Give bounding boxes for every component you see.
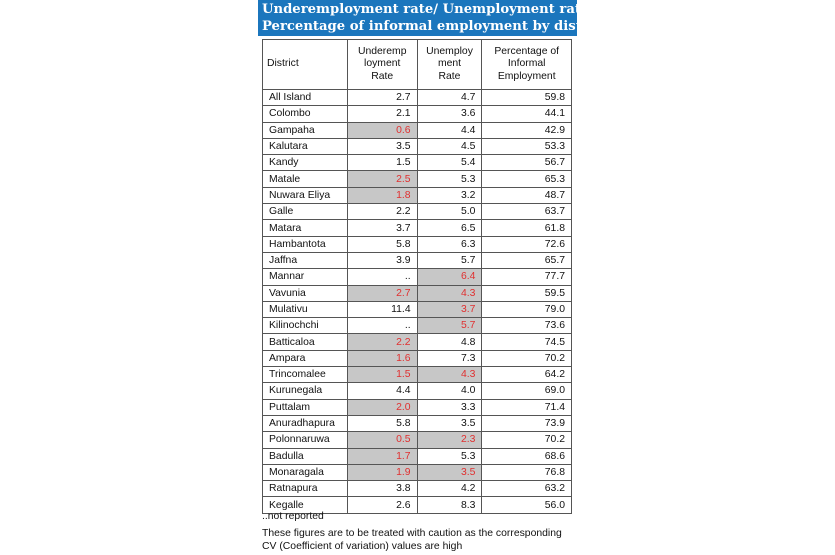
header-row xyxy=(263,40,572,90)
district-cell: Kegalle xyxy=(263,497,348,513)
unemployment-cell: 3.5 xyxy=(417,415,482,431)
district-cell: Monaragala xyxy=(263,464,348,480)
informal-employment-cell: 73.6 xyxy=(482,318,572,334)
title-line-1: Underemployment rate/ Unemployment rate / xyxy=(262,2,599,17)
underemployment-header-line: Rate xyxy=(371,70,394,82)
unemployment-cell: 6.4 xyxy=(417,269,482,285)
district-cell: Kalutara xyxy=(263,138,348,154)
underemployment-cell: 2.6 xyxy=(347,497,417,513)
informal-employment-cell: 76.8 xyxy=(482,464,572,480)
unemployment-cell: 5.7 xyxy=(417,318,482,334)
table-row xyxy=(263,432,572,448)
underemployment-cell: 1.7 xyxy=(347,448,417,464)
table-row xyxy=(263,367,572,383)
underemployment-cell: 5.8 xyxy=(347,415,417,431)
district-cell: Ratnapura xyxy=(263,481,348,497)
underemployment-cell: 2.0 xyxy=(347,399,417,415)
underemployment-cell: 3.9 xyxy=(347,252,417,268)
district-cell: Nuwara Eliya xyxy=(263,187,348,203)
table-row xyxy=(263,334,572,350)
underemployment-cell: 1.8 xyxy=(347,187,417,203)
table-row xyxy=(263,204,572,220)
unemployment-cell: 5.3 xyxy=(417,448,482,464)
unemployment-cell: 3.5 xyxy=(417,464,482,480)
district-cell: Gampaha xyxy=(263,122,348,138)
informal-employment-cell: 65.7 xyxy=(482,252,572,268)
underemployment-cell: 4.4 xyxy=(347,383,417,399)
district-cell: Colombo xyxy=(263,106,348,122)
title-line-2: Percentage of informal employment by district-2015 xyxy=(262,19,651,34)
informal-employment-cell: 68.6 xyxy=(482,448,572,464)
underemployment-cell: 2.7 xyxy=(347,90,417,106)
district-header: District xyxy=(263,40,348,90)
underemployment-cell: 3.5 xyxy=(347,138,417,154)
table-title xyxy=(258,0,651,36)
district-cell: Ampara xyxy=(263,350,348,366)
underemployment-cell: 1.5 xyxy=(347,155,417,171)
district-cell: Galle xyxy=(263,204,348,220)
informal-employment-cell: 71.4 xyxy=(482,399,572,415)
informal-employment-cell: 70.2 xyxy=(482,350,572,366)
caution-note: These figures are to be treated with caution as the corresponding CV (Coefficient of variation) values are high xyxy=(262,528,562,552)
unemployment-cell: 4.3 xyxy=(417,285,482,301)
informal-employment-header xyxy=(482,40,572,90)
unemployment-cell: 4.4 xyxy=(417,122,482,138)
infographic-panel xyxy=(258,0,651,555)
table-row xyxy=(263,285,572,301)
unemployment-header xyxy=(417,40,482,90)
informal-employment-cell: 79.0 xyxy=(482,301,572,317)
district-cell: Badulla xyxy=(263,448,348,464)
informal-employment-cell: 72.6 xyxy=(482,236,572,252)
unemployment-cell: 5.4 xyxy=(417,155,482,171)
table-row xyxy=(263,269,572,285)
district-cell: Polonnaruwa xyxy=(263,432,348,448)
unemployment-header-line: Rate xyxy=(438,70,461,82)
informal-employment-cell: 77.7 xyxy=(482,269,572,285)
table-row xyxy=(263,187,572,203)
district-cell: All Island xyxy=(263,90,348,106)
unemployment-cell: 4.2 xyxy=(417,481,482,497)
unemployment-cell: 3.6 xyxy=(417,106,482,122)
table-row xyxy=(263,236,572,252)
underemployment-cell: 5.8 xyxy=(347,236,417,252)
informal-header-line: Employment xyxy=(497,70,556,82)
underemployment-cell: 0.6 xyxy=(347,122,417,138)
unemployment-cell: 5.3 xyxy=(417,171,482,187)
table-row xyxy=(263,383,572,399)
district-cell: Matara xyxy=(263,220,348,236)
underemployment-cell: 1.5 xyxy=(347,367,417,383)
informal-employment-cell: 73.9 xyxy=(482,415,572,431)
informal-employment-cell: 65.3 xyxy=(482,171,572,187)
district-cell: Batticaloa xyxy=(263,334,348,350)
table-row xyxy=(263,415,572,431)
table-row xyxy=(263,106,572,122)
informal-employment-cell: 56.0 xyxy=(482,497,572,513)
table-row xyxy=(263,350,572,366)
table-row xyxy=(263,318,572,334)
underemployment-header xyxy=(347,40,417,90)
unemployment-cell: 4.0 xyxy=(417,383,482,399)
district-cell: Mannar xyxy=(263,269,348,285)
table-row xyxy=(263,220,572,236)
unemployment-cell: 4.3 xyxy=(417,367,482,383)
underemployment-cell: 1.9 xyxy=(347,464,417,480)
unemployment-cell: 3.2 xyxy=(417,187,482,203)
district-employment-table xyxy=(262,39,572,514)
underemployment-cell: 0.5 xyxy=(347,432,417,448)
underemployment-cell: .. xyxy=(347,269,417,285)
district-cell: Kandy xyxy=(263,155,348,171)
unemployment-header-line: ment xyxy=(437,58,462,70)
table-row xyxy=(263,122,572,138)
table-row xyxy=(263,448,572,464)
informal-employment-cell: 74.5 xyxy=(482,334,572,350)
district-cell: Vavunia xyxy=(263,285,348,301)
informal-employment-cell: 63.2 xyxy=(482,481,572,497)
underemployment-cell: 11.4 xyxy=(347,301,417,317)
table-row xyxy=(263,252,572,268)
underemployment-cell: 1.6 xyxy=(347,350,417,366)
informal-employment-cell: 69.0 xyxy=(482,383,572,399)
district-cell: Puttalam xyxy=(263,399,348,415)
table-row xyxy=(263,481,572,497)
not-reported-note: ..not reported xyxy=(262,511,324,522)
table-body xyxy=(263,90,572,514)
informal-employment-cell: 48.7 xyxy=(482,187,572,203)
district-cell: Kilinochchi xyxy=(263,318,348,334)
informal-header-line: Percentage of xyxy=(494,45,560,57)
informal-employment-cell: 59.5 xyxy=(482,285,572,301)
unemployment-cell: 6.3 xyxy=(417,236,482,252)
unemployment-cell: 5.7 xyxy=(417,252,482,268)
unemployment-cell: 3.3 xyxy=(417,399,482,415)
table-row xyxy=(263,90,572,106)
underemployment-cell: 2.5 xyxy=(347,171,417,187)
underemployment-cell: 2.7 xyxy=(347,285,417,301)
informal-header-line: Informal xyxy=(507,58,546,70)
underemployment-cell: .. xyxy=(347,318,417,334)
informal-employment-cell: 63.7 xyxy=(482,204,572,220)
unemployment-cell: 2.3 xyxy=(417,432,482,448)
informal-employment-cell: 59.8 xyxy=(482,90,572,106)
district-cell: Jaffna xyxy=(263,252,348,268)
table-row xyxy=(263,138,572,154)
unemployment-header-line: Unemploy xyxy=(426,45,473,57)
district-cell: Kurunegala xyxy=(263,383,348,399)
underemployment-cell: 3.7 xyxy=(347,220,417,236)
underemployment-header-line: loyment xyxy=(364,58,401,70)
unemployment-cell: 4.5 xyxy=(417,138,482,154)
table-row xyxy=(263,301,572,317)
informal-employment-cell: 61.8 xyxy=(482,220,572,236)
informal-employment-cell: 42.9 xyxy=(482,122,572,138)
table-row xyxy=(263,171,572,187)
footnotes xyxy=(262,510,574,553)
unemployment-cell: 4.7 xyxy=(417,90,482,106)
district-cell: Trincomalee xyxy=(263,367,348,383)
district-cell: Matale xyxy=(263,171,348,187)
underemployment-cell: 2.1 xyxy=(347,106,417,122)
informal-employment-cell: 70.2 xyxy=(482,432,572,448)
unemployment-cell: 6.5 xyxy=(417,220,482,236)
unemployment-cell: 3.7 xyxy=(417,301,482,317)
underemployment-cell: 2.2 xyxy=(347,334,417,350)
informal-employment-cell: 64.2 xyxy=(482,367,572,383)
informal-employment-cell: 53.3 xyxy=(482,138,572,154)
underemployment-cell: 3.8 xyxy=(347,481,417,497)
table-row xyxy=(263,399,572,415)
district-cell: Hambantota xyxy=(263,236,348,252)
unemployment-cell: 7.3 xyxy=(417,350,482,366)
underemployment-cell: 2.2 xyxy=(347,204,417,220)
unemployment-cell: 5.0 xyxy=(417,204,482,220)
unemployment-cell: 4.8 xyxy=(417,334,482,350)
district-cell: Anuradhapura xyxy=(263,415,348,431)
table-row xyxy=(263,155,572,171)
informal-employment-cell: 56.7 xyxy=(482,155,572,171)
informal-employment-cell: 44.1 xyxy=(482,106,572,122)
underemployment-header-line: Underemp xyxy=(357,45,407,57)
table-row xyxy=(263,464,572,480)
district-cell: Mulativu xyxy=(263,301,348,317)
unemployment-cell: 8.3 xyxy=(417,497,482,513)
